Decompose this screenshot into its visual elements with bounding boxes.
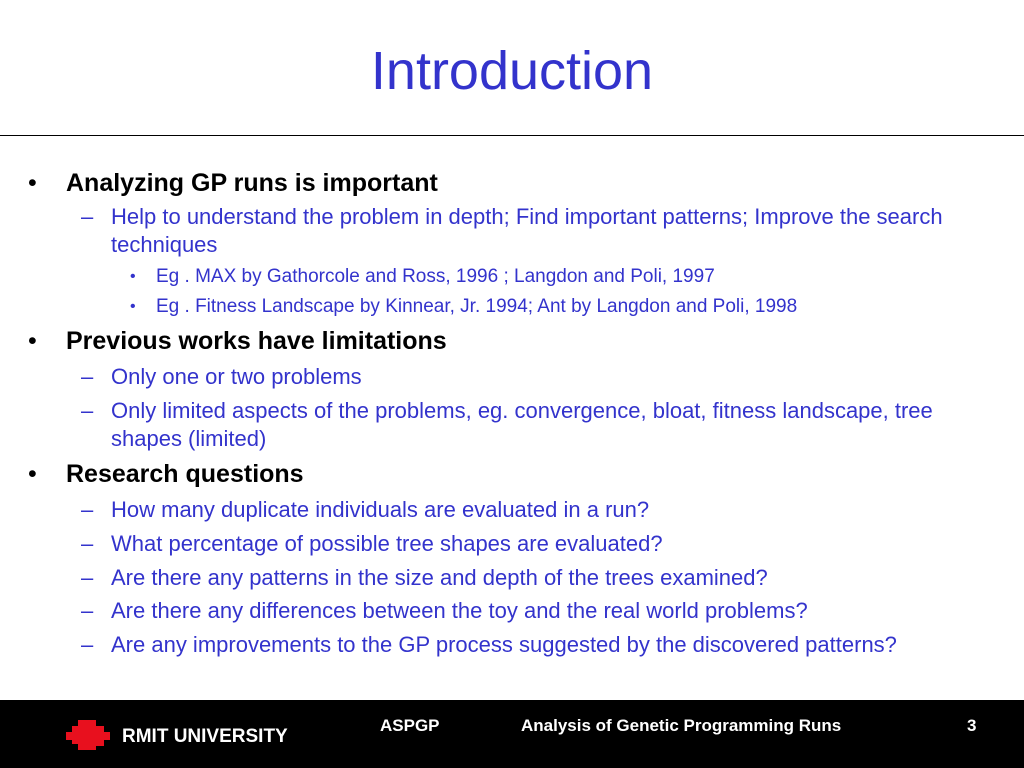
sub-bullet-text: Are there any differences between the toy and the real world problems? [111, 598, 808, 623]
bullet-text: Research questions [66, 460, 304, 488]
dash-icon: – [81, 531, 94, 556]
sub-bullet-text: What percentage of possible tree shapes are evaluated? [111, 531, 663, 556]
sub-bullet-text: Only one or two problems [111, 364, 362, 389]
sub-sub-bullet-item [130, 295, 798, 319]
sub-bullet-text: Help to understand the problem in depth; Find important patterns; Improve the search techniques [111, 204, 943, 257]
sub-sub-bullet-item [130, 265, 715, 289]
rmit-logo-icon [66, 716, 110, 754]
bullet-dot-icon: • [28, 327, 37, 355]
sub-bullet-item [81, 564, 981, 592]
university-name: RMIT UNIVERSITY [122, 726, 288, 747]
sub-sub-bullet-text: Eg . MAX by Gathorcole and Ross, 1996 ; Langdon and Poli, 1997 [156, 266, 715, 287]
course-code: ASPGP [380, 716, 440, 735]
slide-title: Introduction [370, 41, 654, 101]
bullet-dot-icon: • [130, 298, 136, 315]
bullet-dot-icon: • [28, 169, 37, 197]
presentation-title: Analysis of Genetic Programming Runs [521, 716, 842, 735]
bullet-dot-icon: • [130, 268, 136, 285]
sub-bullet-item [81, 203, 981, 259]
page-number: 3 [967, 716, 977, 735]
dash-icon: – [81, 364, 94, 389]
dash-icon: – [81, 497, 94, 522]
sub-bullet-item [81, 631, 981, 659]
bullet-dot-icon: • [28, 460, 37, 488]
dash-icon: – [81, 565, 94, 590]
sub-bullet-text: Are there any patterns in the size and depth of the trees examined? [111, 565, 768, 590]
sub-bullet-item [81, 363, 981, 391]
dash-icon: – [81, 598, 94, 623]
bullet-item [28, 459, 304, 489]
sub-bullet-text: Only limited aspects of the problems, eg. convergence, bloat, fitness landscape, tree shapes (limited) [111, 398, 933, 451]
sub-bullet-item [81, 530, 981, 558]
dash-icon: – [81, 204, 94, 229]
sub-sub-bullet-text: Eg . Fitness Landscape by Kinnear, Jr. 1994; Ant by Langdon and Poli, 1998 [156, 296, 798, 317]
slide-footer [0, 700, 1024, 768]
dash-icon: – [81, 398, 94, 423]
dash-icon: – [81, 632, 94, 657]
sub-bullet-item [81, 397, 981, 453]
sub-bullet-item [81, 496, 981, 524]
bullet-text: Previous works have limitations [66, 327, 447, 355]
sub-bullet-text: How many duplicate individuals are evaluated in a run? [111, 497, 650, 522]
sub-bullet-text: Are any improvements to the GP process suggested by the discovered patterns? [111, 632, 897, 657]
bullet-text: Analyzing GP runs is important [66, 169, 438, 197]
bullet-item [28, 326, 447, 356]
bullet-item [28, 168, 438, 198]
sub-bullet-item [81, 597, 981, 625]
